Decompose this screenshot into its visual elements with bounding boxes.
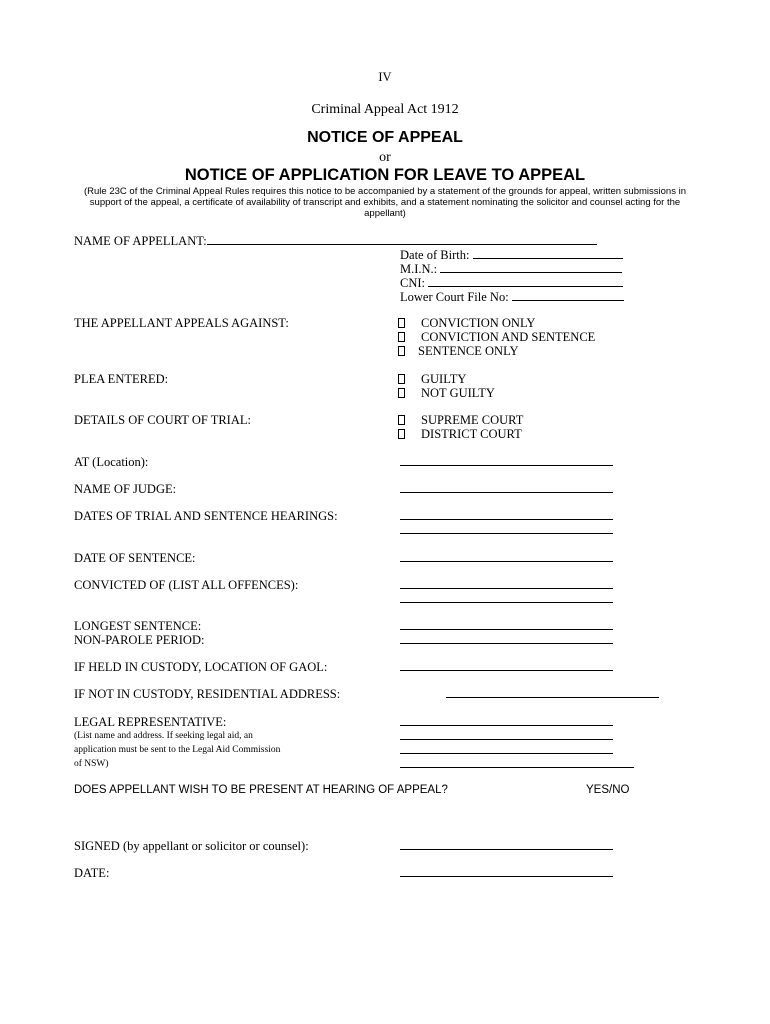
present-answer[interactable]: YES/NO xyxy=(586,784,630,796)
legal-rep-blank-2[interactable] xyxy=(400,729,613,740)
appellant-name-blank[interactable] xyxy=(207,234,597,245)
option-supreme-court[interactable] xyxy=(398,413,523,428)
checkbox[interactable] xyxy=(398,374,405,384)
dates-trial-blank-2[interactable] xyxy=(400,523,613,534)
non-parole-label: NON-PAROLE PERIOD: xyxy=(74,633,205,647)
option-label: SENTENCE ONLY xyxy=(418,344,519,358)
convicted-of-blank-2[interactable] xyxy=(400,592,613,603)
option-district-court[interactable] xyxy=(398,427,522,442)
date-sentence-blank[interactable] xyxy=(400,551,613,562)
option-label: CONVICTION ONLY xyxy=(421,316,536,330)
date-label: DATE: xyxy=(74,866,110,880)
judge-label: NAME OF JUDGE: xyxy=(74,482,177,496)
convicted-of-blank-1[interactable] xyxy=(400,578,613,589)
checkbox[interactable] xyxy=(398,318,405,328)
option-label: GUILTY xyxy=(421,372,467,386)
rule-note: (Rule 23C of the Criminal Appeal Rules requires this notice to be accompanied by a statement of the grounds for appeal, written submissions in support of the appeal, a certificate of availability of transcript and exhibits, and a statement nominating the solicitor and counsel acting for the appellant) xyxy=(84,186,686,219)
dates-trial-blank-1[interactable] xyxy=(400,509,613,520)
lower-court-label: Lower Court File No: xyxy=(400,290,509,304)
dates-trial-label: DATES OF TRIAL AND SENTENCE HEARINGS: xyxy=(74,509,338,523)
dob-label: Date of Birth: xyxy=(400,248,470,262)
legal-rep-note-1: (List name and address. If seeking legal aid, an xyxy=(74,731,253,741)
legal-rep-note-3: of NSW) xyxy=(74,759,109,769)
court-label: DETAILS OF COURT OF TRIAL: xyxy=(74,413,251,427)
residential-address-label: IF NOT IN CUSTODY, RESIDENTIAL ADDRESS: xyxy=(74,687,341,701)
or-text: or xyxy=(379,150,391,165)
convicted-of-label: CONVICTED OF (LIST ALL OFFENCES): xyxy=(74,578,299,592)
signed-label: SIGNED (by appellant or solicitor or counsel): xyxy=(74,839,309,853)
title-application-leave: NOTICE OF APPLICATION FOR LEAVE TO APPEAL xyxy=(184,166,586,184)
legal-rep-blank-4[interactable] xyxy=(400,757,634,768)
longest-sentence-label: LONGEST SENTENCE: xyxy=(74,619,202,633)
act-title: Criminal Appeal Act 1912 xyxy=(311,102,459,117)
appellant-name-label: NAME OF APPELLANT: xyxy=(74,234,207,248)
legal-rep-note-2: application must be sent to the Legal Aid Commission xyxy=(74,745,281,755)
roman-numeral: IV xyxy=(378,70,392,84)
option-conviction-only[interactable] xyxy=(398,316,535,331)
date-blank[interactable] xyxy=(400,866,613,877)
option-not-guilty[interactable] xyxy=(398,386,495,401)
checkbox[interactable] xyxy=(398,346,405,356)
dob-field[interactable] xyxy=(400,248,623,263)
option-sentence-only[interactable] xyxy=(398,344,518,359)
checkbox[interactable] xyxy=(398,332,405,342)
option-label: CONVICTION AND SENTENCE xyxy=(421,330,596,344)
judge-blank[interactable] xyxy=(400,482,613,493)
custody-location-label: IF HELD IN CUSTODY, LOCATION OF GAOL: xyxy=(74,660,328,674)
checkbox[interactable] xyxy=(398,429,405,439)
cni-label: CNI: xyxy=(400,276,425,290)
option-label: SUPREME COURT xyxy=(421,413,524,427)
legal-rep-blank-1[interactable] xyxy=(400,715,613,726)
longest-sentence-blank[interactable] xyxy=(400,619,613,630)
cni-field[interactable] xyxy=(400,276,623,291)
lower-court-blank[interactable] xyxy=(512,290,624,301)
non-parole-blank[interactable] xyxy=(400,633,613,644)
title-notice-of-appeal: NOTICE OF APPEAL xyxy=(307,129,463,146)
location-label: AT (Location): xyxy=(74,455,149,469)
present-question: DOES APPELLANT WISH TO BE PRESENT AT HEARING OF APPEAL? xyxy=(74,784,448,796)
min-field[interactable] xyxy=(400,262,622,277)
appeals-against-label: THE APPELLANT APPEALS AGAINST: xyxy=(74,316,289,330)
checkbox[interactable] xyxy=(398,388,405,398)
signed-blank[interactable] xyxy=(400,839,613,850)
location-blank[interactable] xyxy=(400,455,613,466)
checkbox[interactable] xyxy=(398,415,405,425)
plea-label: PLEA ENTERED: xyxy=(74,372,169,386)
option-label: NOT GUILTY xyxy=(421,386,495,400)
legal-rep-blank-3[interactable] xyxy=(400,743,613,754)
lower-court-field[interactable] xyxy=(400,290,624,305)
cni-blank[interactable] xyxy=(428,276,623,287)
appellant-name-field[interactable] xyxy=(74,234,597,249)
dob-blank[interactable] xyxy=(473,248,623,259)
option-guilty[interactable] xyxy=(398,372,466,387)
min-blank[interactable] xyxy=(440,262,622,273)
custody-location-blank[interactable] xyxy=(400,660,613,671)
option-conviction-and-sentence[interactable] xyxy=(398,330,595,345)
date-sentence-label: DATE OF SENTENCE: xyxy=(74,551,196,565)
min-label: M.I.N.: xyxy=(400,262,438,276)
option-label: DISTRICT COURT xyxy=(421,427,522,441)
residential-address-blank[interactable] xyxy=(446,687,659,698)
legal-rep-label: LEGAL REPRESENTATIVE: xyxy=(74,715,227,729)
